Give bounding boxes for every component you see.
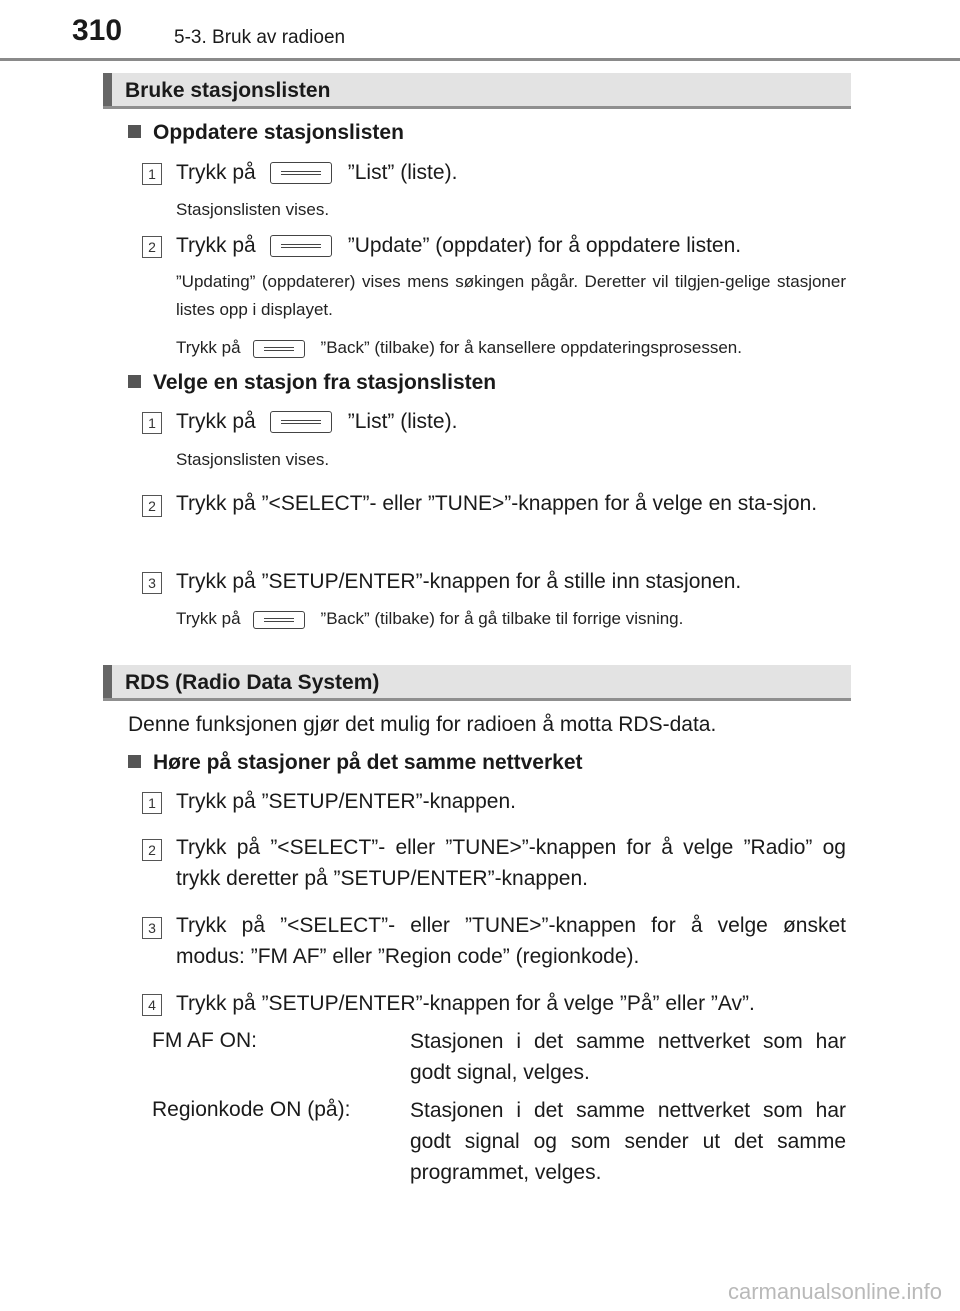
step-text: Trykk på ”<SELECT”- eller ”TUNE>”-knappen for å velge en sta-sjon. (176, 492, 818, 515)
step-note: Trykk på ”Back” (tilbake) for å kansellere oppdateringsprosessen. (176, 338, 742, 357)
step-number: 2 (142, 236, 162, 258)
subheading: Oppdatere stasjonslisten (128, 121, 404, 145)
step-note: ”Updating” (oppdaterer) vises mens søkingen pågår. Deretter vil tilgjen-gelige stasjoner listes opp i displayet. (176, 272, 846, 319)
step-number: 1 (142, 412, 162, 434)
section-intro: Denne funksjonen gjør det mulig for radioen å motta RDS-data. (128, 713, 717, 736)
square-bullet-icon (128, 755, 141, 768)
step-text: Trykk på ”SETUP/ENTER”-knappen for å stille inn stasjonen. (176, 570, 742, 593)
subheading: Høre på stasjoner på det samme nettverket (128, 751, 583, 775)
step-text: Trykk på ”<SELECT”- eller ”TUNE>”-knappen for å velge ønsket modus: ”FM AF” eller ”Region code” (regionkode). (176, 914, 846, 968)
page-number: 310 (72, 14, 123, 47)
definition-term: FM AF ON: (152, 1029, 257, 1052)
definition-term: Regionkode ON (på): (152, 1098, 351, 1121)
step-number: 3 (142, 572, 162, 594)
definition-desc: Stasjonen i det samme nettverket som har godt signal, velges. (410, 1030, 846, 1084)
step-note: Stasjonslisten vises. (176, 200, 330, 219)
step-number: 4 (142, 994, 162, 1016)
step-text: Trykk på ”SETUP/ENTER”-knappen. (176, 790, 516, 813)
square-bullet-icon (128, 125, 141, 138)
watermark: carmanualsonline.info (727, 1279, 942, 1304)
step-text: Trykk på ”List” (liste). (176, 410, 458, 433)
definition-desc: Stasjonen i det samme nettverket som har godt signal og som sender ut det samme programmet, velges. (410, 1099, 846, 1184)
section-accent (103, 73, 112, 106)
step-text: Trykk på ”Update” (oppdater) for å oppdatere listen. (176, 234, 742, 257)
step-number: 2 (142, 495, 162, 517)
step-number: 3 (142, 917, 162, 939)
section-title: Bruke stasjonslisten (125, 79, 331, 102)
step-number: 2 (142, 839, 162, 861)
section-title: RDS (Radio Data System) (125, 671, 380, 694)
step-number: 1 (142, 792, 162, 814)
header-divider (0, 58, 960, 61)
section-title-bar (103, 73, 851, 109)
step-text: Trykk på ”List” (liste). (176, 161, 458, 184)
square-bullet-icon (128, 375, 141, 388)
step-text: Trykk på ”SETUP/ENTER”-knappen for å velge ”På” eller ”Av”. (176, 992, 755, 1015)
chapter-title: 5-3. Bruk av radioen (174, 27, 346, 48)
step-note: Trykk på ”Back” (tilbake) for å gå tilbake til forrige visning. (176, 609, 684, 628)
update-button-icon (270, 235, 332, 257)
step-number: 1 (142, 163, 162, 185)
back-button-icon (253, 611, 305, 629)
step-text: Trykk på ”<SELECT”- eller ”TUNE>”-knappen for å velge ”Radio” og trykk deretter på ”SETUP/ENTER”-knappen. (176, 836, 846, 890)
back-button-icon (253, 340, 305, 358)
page-header (0, 0, 960, 62)
list-button-icon (270, 162, 332, 184)
step-note: Stasjonslisten vises. (176, 450, 330, 469)
subheading: Velge en stasjon fra stasjonslisten (128, 371, 496, 395)
section-title-bar (103, 665, 851, 701)
section-accent (103, 665, 112, 698)
list-button-icon (270, 411, 332, 433)
